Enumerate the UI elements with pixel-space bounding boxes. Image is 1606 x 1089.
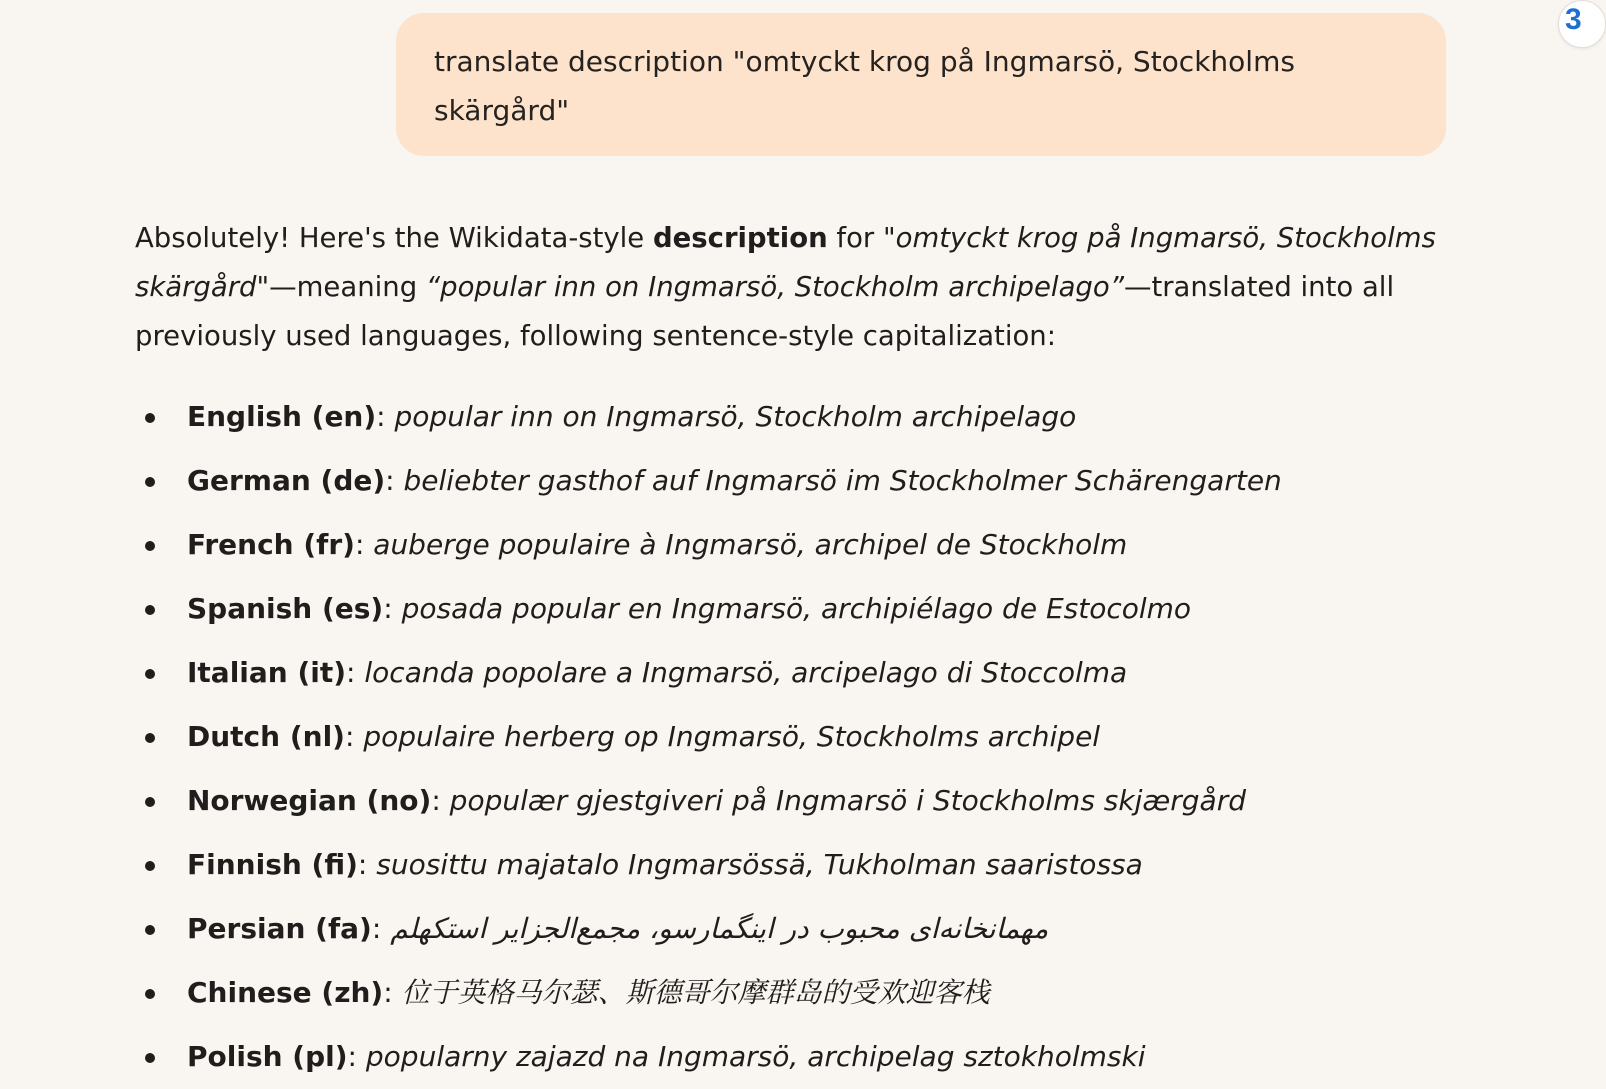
translation-text: beliebter gasthof auf Ingmarsö im Stockholmer Schärengarten: [403, 464, 1282, 497]
list-item: English (en): popular inn on Ingmarsö, Stockholm archipelago: [135, 385, 1465, 449]
list-item: Spanish (es): posada popular en Ingmarsö, archipiélago de Estocolmo: [135, 577, 1465, 641]
translation-text: auberge populaire à Ingmarsö, archipel de Stockholm: [373, 528, 1128, 561]
list-item: Norwegian (no): populær gjestgiveri på Ingmarsö i Stockholms skjærgård: [135, 769, 1465, 833]
intro-text-1: Absolutely! Here's the Wikidata-style: [135, 222, 653, 254]
language-name: Norwegian (no): [187, 784, 432, 817]
translation-text: 位于英格马尔瑟、斯德哥尔摩群岛的受欢迎客栈: [401, 976, 990, 1009]
intro-quoted-original: "omtyckt krog på Ingmarsö, Stockholms skärgård": [135, 222, 1436, 303]
translation-list: [135, 385, 1465, 1089]
language-name: Persian (fa): [187, 912, 372, 945]
bullet-icon: [145, 605, 155, 615]
intro-quoted-meaning: “popular inn on Ingmarsö, Stockholm archipelago”: [425, 271, 1124, 303]
user-message-bubble: [396, 13, 1446, 156]
bullet-icon: [145, 413, 155, 423]
language-name: Dutch (nl): [187, 720, 345, 753]
translation-text: suosittu majatalo Ingmarsössä, Tukholman saaristossa: [376, 848, 1143, 881]
avatar-glyph: 3: [1565, 3, 1582, 36]
assistant-message: [135, 214, 1465, 1089]
list-item: Finnish (fi): suosittu majatalo Ingmarsössä, Tukholman saaristossa: [135, 833, 1465, 897]
list-item: Persian (fa): مهمانخانه‌ای محبوب در اینگمارسو، مجمع‌الجزایر استکهلم: [135, 897, 1465, 961]
bullet-icon: [145, 989, 155, 999]
user-message-text: translate description "omtyckt krog på Ingmarsö, Stockholms skärgård": [434, 45, 1295, 127]
assistant-intro: [135, 214, 1465, 361]
list-item: Dutch (nl): populaire herberg op Ingmarsö, Stockholms archipel: [135, 705, 1465, 769]
bullet-icon: [145, 861, 155, 871]
bullet-icon: [145, 1053, 155, 1063]
bullet-icon: [145, 669, 155, 679]
list-item: Chinese (zh): 位于英格马尔瑟、斯德哥尔摩群岛的受欢迎客栈: [135, 961, 1465, 1025]
language-name: Chinese (zh): [187, 976, 384, 1009]
language-name: Polish (pl): [187, 1040, 348, 1073]
translation-text: populaire herberg op Ingmarsö, Stockholms archipel: [363, 720, 1101, 753]
intro-text-3: —meaning: [269, 271, 426, 303]
language-name: Spanish (es): [187, 592, 384, 625]
language-name: Finnish (fi): [187, 848, 358, 881]
translation-text: populær gjestgiveri på Ingmarsö i Stockholms skjærgård: [449, 784, 1246, 817]
list-item: Polish (pl): popularny zajazd na Ingmarsö, archipelag sztokholmski: [135, 1025, 1465, 1089]
bullet-icon: [145, 477, 155, 487]
bullet-icon: [145, 797, 155, 807]
bullet-icon: [145, 541, 155, 551]
bullet-icon: [145, 925, 155, 935]
avatar[interactable]: [1558, 0, 1606, 48]
translation-text: locanda popolare a Ingmarsö, arcipelago di Stoccolma: [364, 656, 1128, 689]
language-name: French (fr): [187, 528, 355, 561]
translation-text: مهمانخانه‌ای محبوب در اینگمارسو، مجمع‌الجزایر استکهلم: [390, 912, 1049, 945]
language-name: Italian (it): [187, 656, 347, 689]
language-name: German (de): [187, 464, 386, 497]
intro-bold-description: description: [652, 222, 828, 254]
intro-text-2: for: [827, 222, 883, 254]
bullet-icon: [145, 733, 155, 743]
list-item: German (de): beliebter gasthof auf Ingmarsö im Stockholmer Schärengarten: [135, 449, 1465, 513]
intro-text-4: —translated into all previously used languages, following sentence-style capitalization:: [135, 271, 1395, 352]
translation-text: popularny zajazd na Ingmarsö, archipelag sztokholmski: [365, 1040, 1146, 1073]
list-item: French (fr): auberge populaire à Ingmarsö, archipel de Stockholm: [135, 513, 1465, 577]
translation-text: popular inn on Ingmarsö, Stockholm archipelago: [394, 400, 1077, 433]
list-item: Italian (it): locanda popolare a Ingmarsö, arcipelago di Stoccolma: [135, 641, 1465, 705]
translation-text: posada popular en Ingmarsö, archipiélago de Estocolmo: [401, 592, 1192, 625]
language-name: English (en): [187, 400, 377, 433]
